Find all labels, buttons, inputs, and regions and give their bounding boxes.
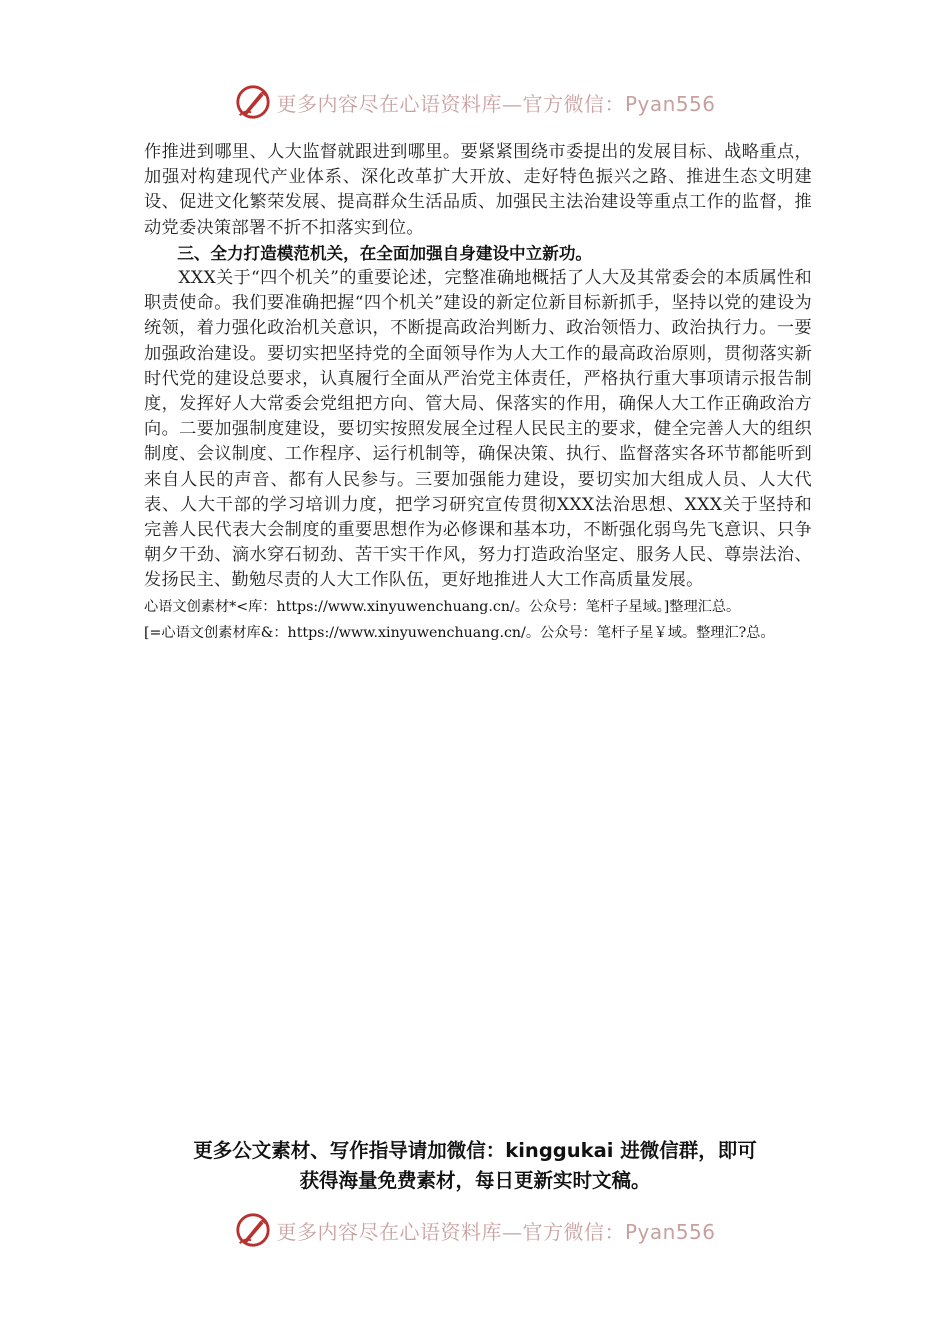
promo-line-1: 更多公文素材、写作指导请加微信：kinggukai 进微信群，即可 (193, 1139, 757, 1162)
promo-line-2: 获得海量免费素材，每日更新实时文稿。 (299, 1169, 651, 1192)
banner-text: 更多内容尽在心语资料库—官方微信：Pyan556 (276, 91, 716, 116)
banner-handle: Pyan556 (624, 91, 716, 116)
section-heading-3: 三、全力打造模范机关，在全面加强自身建设中立新功。 (177, 243, 593, 263)
document-body (144, 140, 812, 646)
banner-handle: Pyan556 (624, 1219, 716, 1244)
quill-logo-icon (234, 83, 272, 121)
promo-block (0, 1136, 950, 1196)
quill-logo-icon (234, 1211, 272, 1249)
banner-text: 更多内容尽在心语资料库—官方微信：Pyan556 (276, 1219, 716, 1244)
footer-banner (0, 1208, 950, 1252)
source-note-2: [=心语文创素材库&：https://www.xinyuwenchuang.cn/。公众号：笔杆子星￥域。整理汇?总。 (144, 624, 775, 641)
paragraph-continuation: 作推进到哪里、人大监督就跟进到哪里。要紧紧围绕市委提出的发展目标、战略重点，加强对构建现代产业体系、深化改革扩大开放、走好特色振兴之路、推进生态文明建设、促进文化繁荣发展、提高群众生活品质、加强民主法治建设等重点工作的监督，推动党委决策部署不折不扣落实到位。 (144, 142, 812, 238)
source-note-1: 心语文创素材*<库：https://www.xinyuwenchuang.cn/。公众号：笔杆子星域。]整理汇总。 (144, 598, 741, 615)
paragraph-main: XXX关于“四个机关”的重要论述，完整准确地概括了人大及其常委会的本质属性和职责使命。我们要准确把握“四个机关”建设的新定位新目标新抓手，坚持以党的建设为统领，着力强化政治机关意识，不断提高政治判断力、政治领悟力、政治执行力。一要加强政治建设。要切实把坚持党的全面领导作为人大工作的最高政治原则，贯彻落实新时代党的建设总要求，认真履行全面从严治党主体责任，严格执行重大事项请示报告制度，发挥好人大常委会党组把方向、管大局、保落实的作用，确保人大工作正确政治方向。二要加强制度建设，要切实按照发展全过程人民民主的要求，健全完善人大的组织制度、会议制度、工作程序、运行机制等，确保决策、执行、监督落实各环节都能听到来自人民的声音、都有人民参与。三要加强能力建设，要切实加大组成人员、人大代表、人大干部的学习培训力度，把学习研究宣传贯彻XXX法治思想、XXX关于坚持和完善人民代表大会制度的重要思想作为必修课和基本功，不断强化弱鸟先飞意识、只争朝夕干劲、滴水穿石韧劲、苦干实干作风，努力打造政治坚定、服务人民、尊崇法治、发扬民主、勤勉尽责的人大工作队伍，更好地推进人大工作高质量发展。 (144, 268, 812, 591)
header-banner (0, 80, 950, 124)
